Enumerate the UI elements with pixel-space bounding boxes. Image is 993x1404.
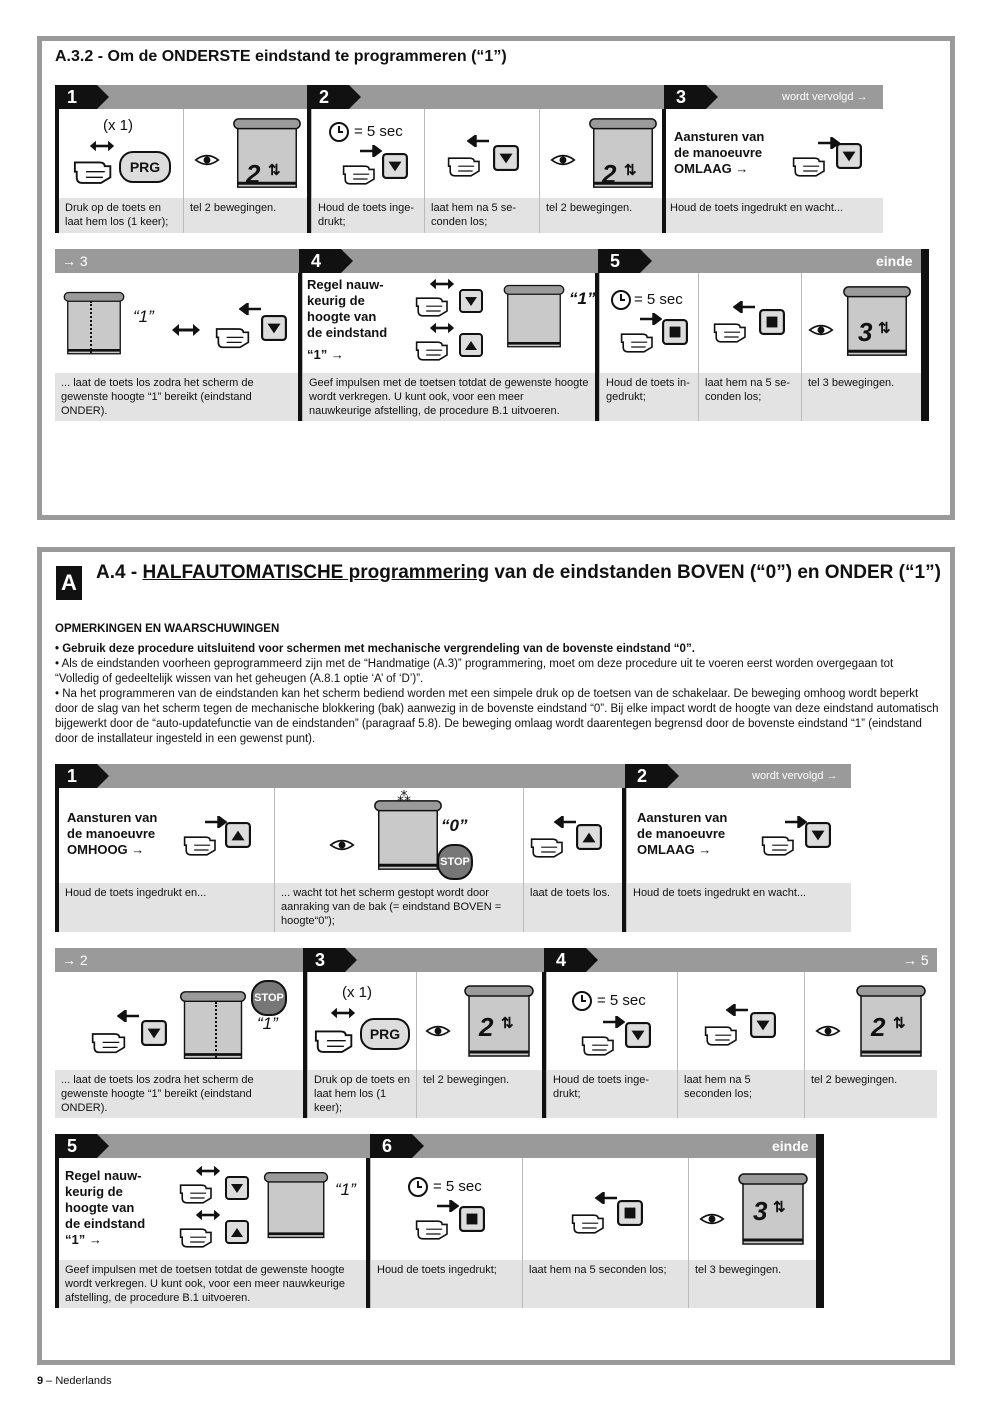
updown-icon: ⇅ — [624, 162, 637, 179]
screen-icon — [369, 794, 447, 878]
step-number: 4 — [544, 948, 586, 972]
step-number: 6 — [370, 1134, 412, 1158]
clock-icon — [610, 289, 632, 311]
caption: tel 2 bewegingen. — [416, 1070, 542, 1118]
down-button-icon — [750, 1012, 776, 1038]
arrow-left-icon — [595, 1192, 617, 1204]
caption: Geef impulsen met de toetsen totdat de gewenste hoogte wordt verkregen. U kunt ook, voor een meer nauwkeurige afstelling, de procedure B.1 uitvoeren. — [59, 1260, 366, 1308]
stop-sign: STOP — [437, 844, 473, 880]
step-cell — [523, 788, 622, 883]
footer-language: – Nederlands — [43, 1375, 112, 1387]
arrow-left-icon — [117, 1010, 139, 1022]
caption: laat hem na 5 se-conden los; — [424, 198, 539, 233]
note-item: • Gebruik deze procedure uitsluitend voor schermen met mechanische vergrendeling van de bovenste eindstand “0”. — [55, 643, 695, 655]
screen-icon — [838, 283, 916, 361]
down-button-icon — [459, 289, 483, 313]
row-divider — [307, 109, 311, 233]
updown-icon: ⇅ — [878, 320, 891, 337]
step-number: 3 — [303, 948, 345, 972]
height-label: “1” — [335, 1180, 356, 1199]
caption: tel 3 bewegingen. — [688, 1260, 816, 1308]
end-label: einde — [876, 253, 913, 269]
height-label: “0” — [441, 816, 468, 835]
action-label: Aansturen van de manoeuvre OMHOOG → — [67, 810, 158, 857]
from-step-label: → 2 — [62, 952, 88, 968]
caption: laat hem na 5 seconden los; — [522, 1260, 688, 1308]
step-cell — [311, 109, 424, 198]
arrow-left-icon — [726, 1004, 748, 1016]
step-number: 1 — [55, 85, 97, 109]
hold-time: = 5 sec — [634, 291, 683, 308]
updown-icon: ⇅ — [268, 162, 281, 179]
press-count: (x 1) — [103, 117, 133, 134]
clock-icon — [571, 990, 593, 1012]
step-cell — [804, 972, 937, 1070]
hand-icon — [215, 317, 265, 351]
dotted-arrow — [90, 301, 92, 353]
step-bar — [55, 948, 937, 972]
impact-icon: ⁂ — [397, 788, 411, 804]
height-label: “1” — [257, 1014, 278, 1033]
step-cell — [183, 109, 307, 198]
hand-icon — [581, 1026, 629, 1058]
height-label: “1” — [569, 289, 596, 308]
action-label: Aansturen van de manoeuvre OMLAAG → — [637, 810, 728, 857]
step-number: 1 — [55, 764, 97, 788]
caption: Druk op de toets en laat hem los (1 keer); — [307, 1070, 416, 1118]
adjust-label: Regel nauw- keurig de hoogte van de eindstand “1” → — [65, 1168, 146, 1247]
end-label: einde — [772, 1138, 809, 1154]
row-border-right — [816, 1134, 824, 1308]
eye-icon — [194, 151, 220, 169]
step-number: 2 — [625, 764, 667, 788]
step-cell — [302, 273, 595, 373]
down-button-icon — [382, 153, 408, 179]
step-cell — [416, 972, 542, 1070]
stop-button-icon — [459, 1206, 485, 1232]
caption: Houd de toets inge-drukt; — [546, 1070, 677, 1118]
down-button-icon — [141, 1020, 167, 1046]
adjust-label: Regel nauw- keurig de hoogte van de eindstand “1” → — [307, 277, 388, 362]
clock-icon — [328, 121, 350, 143]
step-cell — [59, 109, 183, 198]
step-number: 3 — [664, 85, 706, 109]
hand-icon — [91, 1022, 141, 1056]
hand-icon — [713, 313, 761, 345]
hand-icon — [415, 287, 463, 319]
prg-button: PRG — [119, 151, 171, 183]
hand-icon — [415, 1210, 463, 1242]
down-button-icon — [225, 1176, 249, 1200]
eye-icon — [815, 1022, 841, 1040]
hand-icon — [183, 826, 231, 858]
updown-icon: ⇅ — [501, 1015, 514, 1032]
step-cell — [688, 1158, 816, 1260]
arrow-left-icon — [239, 303, 261, 315]
prg-button: PRG — [360, 1018, 410, 1050]
hand-icon — [620, 323, 668, 355]
step-cell — [274, 788, 523, 883]
hand-icon — [792, 147, 840, 179]
caption: Houd de toets inge-drukt; — [311, 198, 424, 233]
up-button-icon — [459, 333, 483, 357]
hand-icon — [179, 1218, 227, 1250]
step-cell — [55, 273, 298, 373]
caption: Houd de toets ingedrukt en wacht... — [663, 198, 883, 233]
dotted-arrow — [215, 1002, 217, 1058]
row-divider — [542, 972, 546, 1118]
action-label: Aansturen van de manoeuvre OMLAAG → — [674, 129, 765, 176]
step-cell — [698, 273, 801, 373]
row-divider — [662, 109, 666, 233]
hand-icon — [415, 331, 463, 363]
screen-icon — [59, 283, 129, 365]
step-cell — [59, 788, 274, 883]
screen-icon — [499, 275, 569, 359]
down-button-icon — [261, 315, 287, 341]
row-divider — [622, 788, 626, 932]
caption: Houd de toets ingedrukt en... — [59, 883, 274, 932]
row-divider — [298, 273, 302, 421]
step-bar — [55, 764, 851, 788]
section-badge: A — [56, 566, 82, 600]
screen-icon — [584, 115, 662, 193]
count-two: 2 — [479, 1012, 494, 1042]
count-three: 3 — [753, 1196, 768, 1226]
down-button-icon — [805, 822, 831, 848]
section-title-a32: A.3.2 - Om de ONDERSTE eindstand te programmeren (“1”) — [55, 48, 507, 65]
caption: ... wacht tot het scherm gestopt wordt door aanraking van de bak (= eindstand BOVEN = hoogte“0”); — [274, 883, 523, 932]
updown-icon: ⇅ — [773, 1199, 786, 1216]
hold-time: = 5 sec — [354, 123, 403, 140]
step-cell — [677, 972, 804, 1070]
hand-icon — [447, 147, 495, 179]
hand-icon — [571, 1204, 619, 1236]
to-step-label: → 5 — [903, 952, 929, 968]
page-footer — [37, 1375, 112, 1387]
stop-button-icon — [617, 1200, 643, 1226]
screen-icon — [259, 1164, 333, 1248]
up-button-icon — [576, 824, 602, 850]
step-cell — [539, 109, 663, 198]
section-title-a4: A.4 - HALFAUTOMATISCHE programmering van de eindstanden BOVEN (“0”) en ONDER (“1”) — [96, 562, 941, 583]
step-cell — [424, 109, 539, 198]
step-bar — [55, 1134, 824, 1158]
step-cell — [626, 788, 851, 883]
eye-icon — [808, 321, 834, 339]
count-two: 2 — [602, 159, 617, 189]
caption: laat hem na 5 se-conden los; — [698, 373, 801, 421]
step-cell — [663, 109, 883, 198]
caption: ... laat de toets los zodra het scherm de gewenste hoogte “1” bereikt (eindstand ONDER). — [55, 1070, 303, 1118]
step-bar — [55, 249, 929, 273]
row-divider — [366, 1158, 370, 1308]
step-number: 5 — [55, 1134, 97, 1158]
caption: Geef impulsen met de toetsen totdat de gewenste hoogte wordt verkregen. U kunt ook, voor een meer nauwkeurige afstelling, de procedure B.1 uitvoeren. — [302, 373, 595, 421]
step-number: 2 — [307, 85, 349, 109]
step-cell — [546, 972, 677, 1070]
eye-icon — [329, 836, 355, 854]
note-item: • Als de eindstanden voorheen geprogrammeerd zijn met de “Handmatige (A.3)” programmering, moet om deze procedure uit te voeren eerst worden overgegaan tot “Volledig of gedeeltelijk wissen van het geheugen (A.8.1 optie ‘A’ of ‘D’)”. — [55, 658, 894, 685]
note-item: • Na het programmeren van de eindstanden kan het scherm bediend worden met een simpele druk op de toetsen van de schakelaar. De beweging omhoog wordt beperkt door de slag van het scherm tegen de mechanische blokkering (bak) aanwezig in de bovenste eindstand “0”. Bij elke impact wordt de hoogte van deze eindstand automatisch bijgewerkt door de “auto-updatefunctie van de eindstanden” (paragraaf 5.8). De beweging omlaag wordt daarentegen begrensd door de bovenste eindstand “1” (eindstand door de installateur ingesteld in een gewenst punt). — [55, 688, 939, 745]
step-number: 5 — [598, 249, 640, 273]
count-two: 2 — [871, 1012, 886, 1042]
notes-heading: OPMERKINGEN EN WAARSCHUWINGEN — [55, 623, 280, 635]
arrow-left-icon — [554, 816, 576, 828]
step-bar — [55, 85, 883, 109]
height-label: “1” — [133, 307, 154, 326]
hand-icon — [179, 1174, 227, 1206]
from-step-label: → 3 — [62, 253, 88, 269]
down-button-icon — [493, 145, 519, 171]
row-divider — [595, 273, 599, 421]
hand-icon — [704, 1016, 752, 1048]
step-cell — [59, 1158, 366, 1260]
clock-icon — [407, 1176, 429, 1198]
caption: Druk op de toets en laat hem los (1 keer); — [59, 198, 183, 233]
continued-label: wordt vervolgd → — [782, 91, 868, 103]
hold-time: = 5 sec — [597, 992, 646, 1009]
count-two: 2 — [246, 159, 261, 189]
caption: ... laat de toets los zodra het scherm de gewenste hoogte “1” bereikt (eindstand ONDER). — [55, 373, 298, 421]
eye-icon — [425, 1022, 451, 1040]
stop-button-icon — [662, 319, 688, 345]
eye-icon — [550, 151, 576, 169]
updown-icon: ⇅ — [893, 1015, 906, 1032]
caption: tel 2 bewegingen. — [183, 198, 307, 233]
notes-block — [55, 622, 939, 747]
screen-icon — [851, 982, 931, 1062]
step-number: 4 — [299, 249, 341, 273]
caption: laat hem na 5 seconden los; — [677, 1070, 804, 1118]
caption: Houd de toets in-gedrukt; — [599, 373, 698, 421]
eye-icon — [699, 1210, 725, 1228]
down-button-icon — [836, 143, 862, 169]
arrow-both-icon — [171, 323, 201, 337]
screen-icon — [228, 115, 306, 193]
caption: Houd de toets ingedrukt en wacht... — [626, 883, 851, 932]
row-divider — [303, 972, 307, 1118]
stop-button-icon — [759, 309, 785, 335]
caption: Houd de toets ingedrukt; — [370, 1260, 522, 1308]
caption: tel 2 bewegingen. — [804, 1070, 937, 1118]
arrow-left-icon — [467, 135, 489, 147]
hold-time: = 5 sec — [433, 1178, 482, 1195]
caption: tel 3 bewegingen. — [801, 373, 921, 421]
up-button-icon — [225, 1220, 249, 1244]
step-cell — [55, 972, 303, 1070]
screen-icon — [459, 982, 539, 1062]
down-button-icon — [625, 1022, 651, 1048]
hand-icon — [761, 826, 809, 858]
step-cell — [370, 1158, 522, 1260]
step-cell — [599, 273, 698, 373]
hand-icon — [530, 828, 578, 860]
step-cell — [522, 1158, 688, 1260]
continued-label: wordt vervolgd → — [752, 770, 838, 782]
screen-icon — [175, 984, 251, 1068]
caption: laat de toets los. — [523, 883, 622, 932]
caption: tel 2 bewegingen. — [539, 198, 663, 233]
stop-sign: STOP — [251, 980, 287, 1016]
up-button-icon — [225, 822, 251, 848]
page-number: 9 — [37, 1375, 44, 1387]
row-border-right — [921, 249, 929, 421]
press-count: (x 1) — [342, 984, 372, 1001]
step-cell — [801, 273, 921, 373]
step-cell — [307, 972, 416, 1070]
count-three: 3 — [858, 317, 873, 347]
arrow-left-icon — [733, 301, 755, 313]
